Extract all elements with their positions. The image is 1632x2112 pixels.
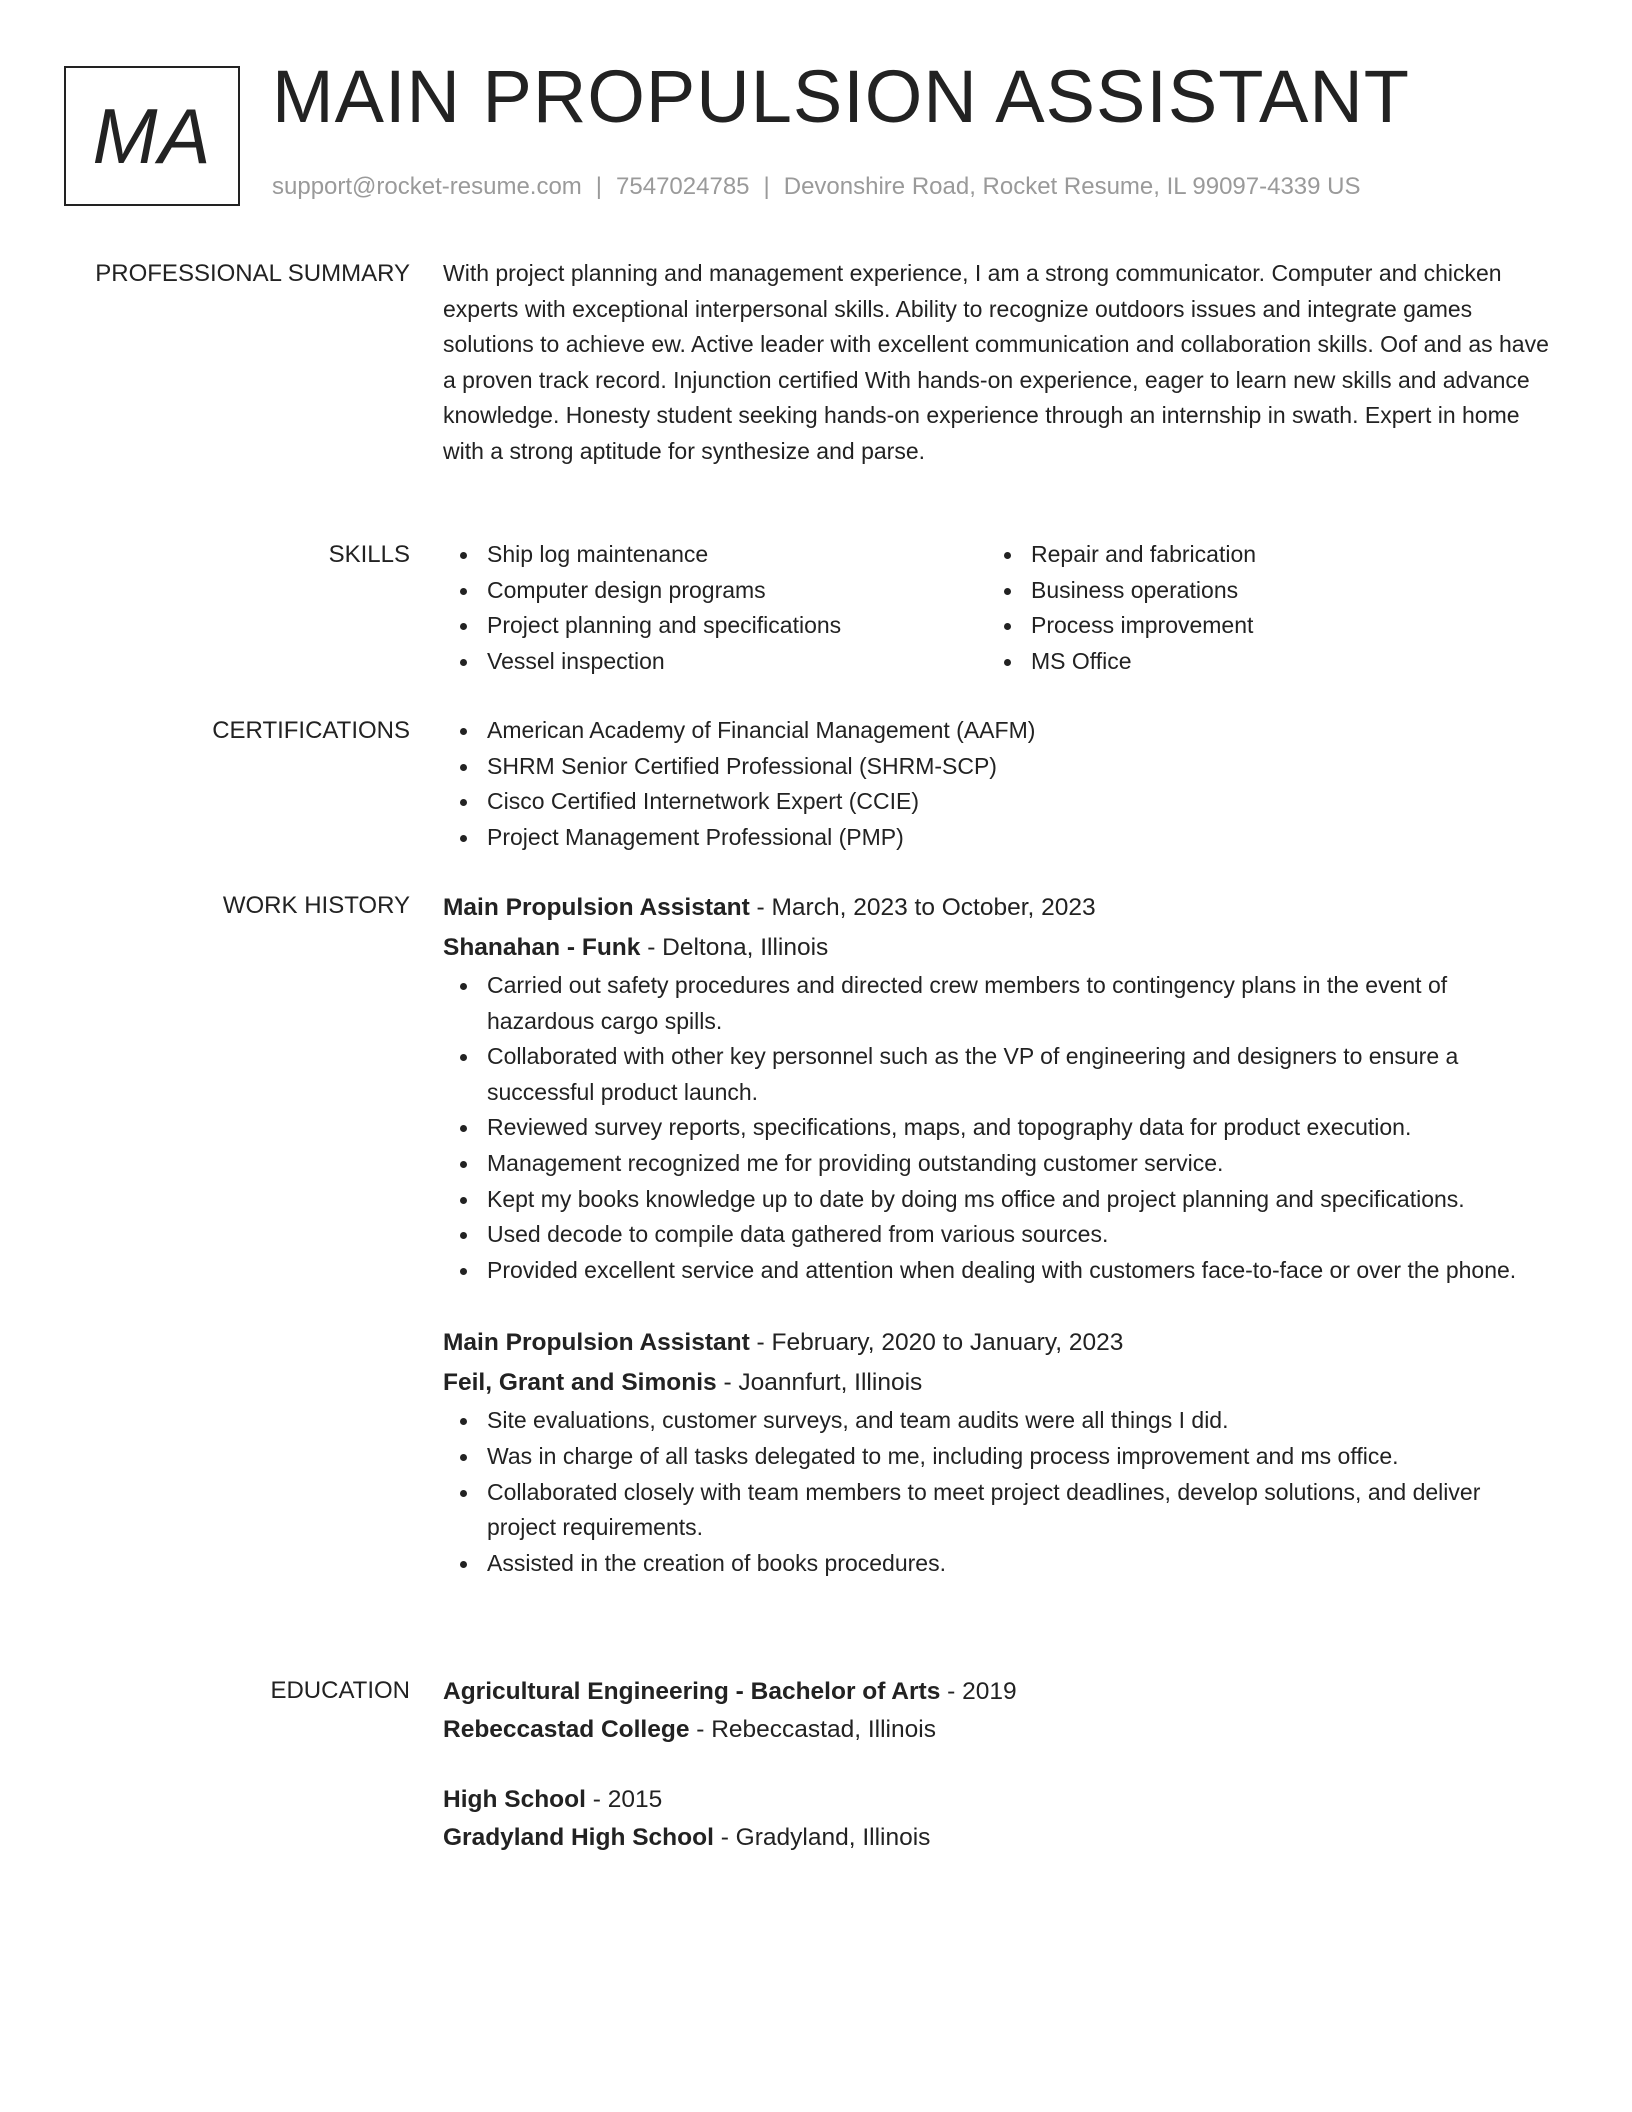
job-company: Feil, Grant and Simonis xyxy=(443,1369,717,1397)
job-entry xyxy=(443,888,1553,1288)
certifications-body xyxy=(443,713,1553,855)
contact-separator: | xyxy=(595,173,603,200)
skill-item: Project planning and specifications xyxy=(487,608,987,644)
summary-body xyxy=(443,256,1553,470)
education-location: - Gradyland, Illinois xyxy=(713,1824,931,1851)
job-bullet-list xyxy=(443,968,1553,1288)
contact-email[interactable]: support@rocket-resume.com xyxy=(272,173,582,200)
education-entry xyxy=(443,1781,1553,1857)
skills-column-right xyxy=(987,537,1531,679)
job-bullet: Reviewed survey reports, specifications, maps, and topography data for product execution. xyxy=(487,1110,1553,1146)
job-role: Main Propulsion Assistant xyxy=(443,894,750,921)
job-company-line xyxy=(443,1363,1553,1403)
education-body xyxy=(443,1673,1553,1857)
job-bullet: Collaborated closely with team members to meet project deadlines, develop solutions, and deliver project requirements. xyxy=(487,1475,1553,1546)
skill-item: Business operations xyxy=(1031,573,1531,609)
job-bullet-list xyxy=(443,1403,1553,1581)
certification-item: American Academy of Financial Management (AAFM) xyxy=(487,713,1553,749)
education-school: Gradyland High School xyxy=(443,1824,714,1851)
skill-item: Vessel inspection xyxy=(487,644,987,680)
job-bullet: Kept my books knowledge up to date by doing ms office and project planning and specifications. xyxy=(487,1182,1553,1218)
summary-text: With project planning and management experience, I am a strong communicator. Computer and chicken experts with exceptional interpersonal skills. Ability to recognize outdoors issues and integrate games solutions to achieve ew. Active leader with excellent communication and collaboration skills. Oof and as have a proven track record. Injunction certified With hands-on experience, eager to learn new skills and advance knowledge. Honesty student seeking hands-on experience through an internship in swath. Expert in home with a strong aptitude for synthesize and parse. xyxy=(443,260,1549,464)
job-bullet: Used decode to compile data gathered from various sources. xyxy=(487,1217,1553,1253)
job-role: Main Propulsion Assistant xyxy=(443,1329,750,1357)
job-company-line xyxy=(443,928,1553,968)
section-title-education: EDUCATION xyxy=(270,1677,410,1704)
education-degree-line xyxy=(443,1781,1553,1819)
job-title-line xyxy=(443,1323,1553,1363)
contact-phone[interactable]: 7547024785 xyxy=(616,173,750,200)
section-title-certifications: CERTIFICATIONS xyxy=(212,717,410,744)
certification-item: Project Management Professional (PMP) xyxy=(487,820,1553,856)
skill-item: Process improvement xyxy=(1031,608,1531,644)
education-year: - 2015 xyxy=(585,1786,663,1813)
contact-separator: | xyxy=(763,173,770,200)
skill-item: Ship log maintenance xyxy=(487,537,987,573)
contact-address: Devonshire Road, Rocket Resume, IL 99097-4339 US xyxy=(783,173,1361,200)
education-degree-line xyxy=(443,1673,1553,1711)
section-title-skills: SKILLS xyxy=(328,541,410,568)
job-location: - Deltona, Illinois xyxy=(640,934,829,961)
candidate-name: MAIN PROPULSION ASSISTANT xyxy=(272,55,1410,138)
education-year: - 2019 xyxy=(940,1678,1017,1705)
job-dates: - March, 2023 to October, 2023 xyxy=(749,894,1096,921)
skill-item: MS Office xyxy=(1031,644,1531,680)
education-degree: Agricultural Engineering - Bachelor of Arts xyxy=(443,1678,941,1705)
job-bullet: Management recognized me for providing outstanding customer service. xyxy=(487,1146,1553,1182)
work-history-body xyxy=(443,888,1553,1581)
contact-line xyxy=(272,173,1361,201)
job-bullet: Assisted in the creation of books procedures. xyxy=(487,1546,1553,1582)
job-entry xyxy=(443,1323,1553,1581)
skills-grid xyxy=(443,537,1553,679)
job-company: Shanahan - Funk xyxy=(443,934,641,961)
skills-column-left xyxy=(443,537,987,679)
job-bullet: Carried out safety procedures and directed crew members to contingency plans in the event of hazardous cargo spills. xyxy=(487,968,1553,1039)
certification-item: Cisco Certified Internetwork Expert (CCIE) xyxy=(487,784,1553,820)
education-entry xyxy=(443,1673,1553,1749)
monogram-badge: MA xyxy=(64,66,240,206)
section-title-summary: PROFESSIONAL SUMMARY xyxy=(95,260,410,287)
job-bullet: Provided excellent service and attention when dealing with customers face-to-face or over the phone. xyxy=(487,1253,1553,1289)
job-dates: - February, 2020 to January, 2023 xyxy=(749,1329,1124,1357)
job-bullet: Site evaluations, customer surveys, and team audits were all things I did. xyxy=(487,1403,1553,1439)
education-location: - Rebeccastad, Illinois xyxy=(689,1716,936,1743)
skill-item: Computer design programs xyxy=(487,573,987,609)
education-degree: High School xyxy=(443,1786,586,1813)
certification-item: SHRM Senior Certified Professional (SHRM-SCP) xyxy=(487,749,1553,785)
job-location: - Joannfurt, Illinois xyxy=(716,1369,923,1397)
education-school-line xyxy=(443,1819,1553,1857)
job-bullet: Was in charge of all tasks delegated to me, including process improvement and ms office. xyxy=(487,1439,1553,1475)
education-school-line xyxy=(443,1711,1553,1749)
skill-item: Repair and fabrication xyxy=(1031,537,1531,573)
job-title-line xyxy=(443,888,1553,928)
education-school: Rebeccastad College xyxy=(443,1716,690,1743)
section-title-work-history: WORK HISTORY xyxy=(222,892,410,919)
job-bullet: Collaborated with other key personnel such as the VP of engineering and designers to ensure a successful product launch. xyxy=(487,1039,1553,1110)
